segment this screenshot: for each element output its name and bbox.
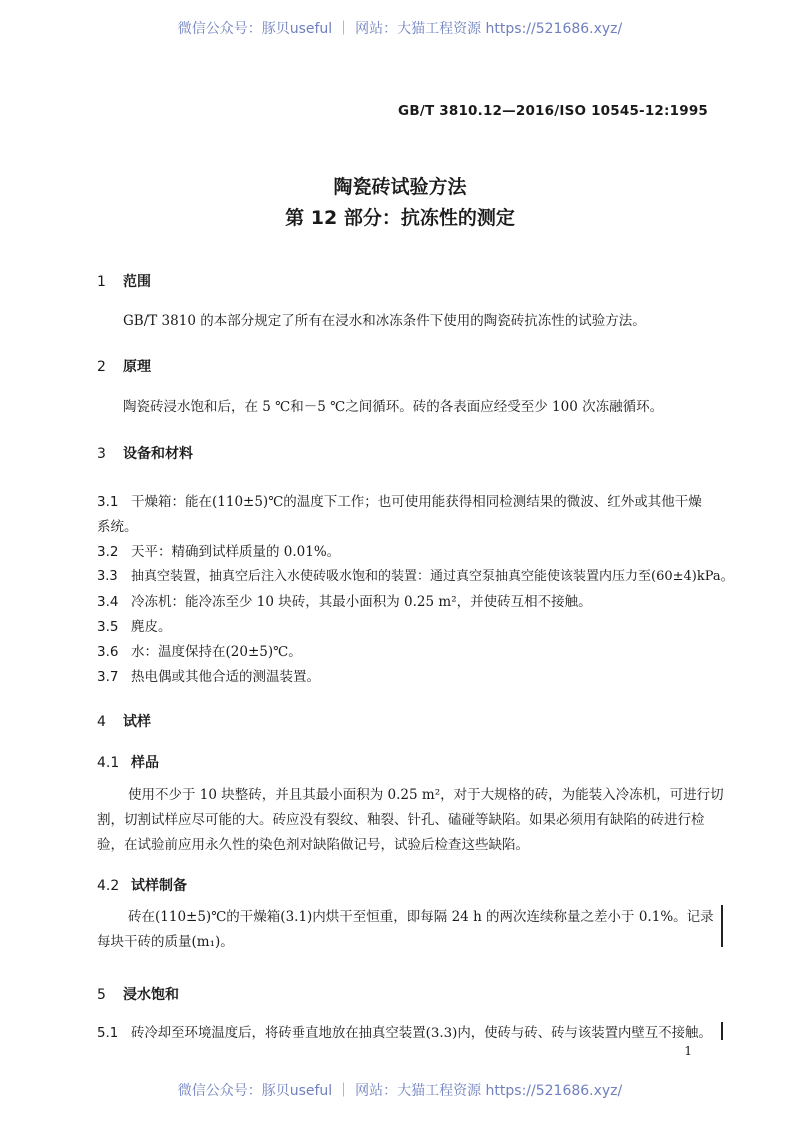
item-text: 干燥箱：能在(110±5)℃的温度下工作；也可使用能获得相同检测结果的微波、红外或其他干燥 [131,494,702,510]
item-number: 3.1 [97,494,119,510]
item-3-7 [97,665,320,685]
section-1-heading [97,271,151,291]
section-title: 原理 [123,359,151,375]
section-4-2-heading [97,875,187,895]
section-4-1-line2: 割，切割试样应尽可能的大。砖应没有裂纹、釉裂、针孔、磕碰等缺陷。如果必须用有缺陷的砖进行检 [97,812,705,828]
item-text: 天平：精确到试样质量的 0.01%。 [131,544,341,560]
section-number: 1 [97,274,106,290]
item-text: 砖冷却至环境温度后，将砖垂直地放在抽真空装置(3.3)内，使砖与砖、砖与该装置内壁互不接触。 [131,1026,712,1041]
revision-bar [721,905,723,947]
section-4-1-line1: 使用不少于 10 块整砖，并且其最小面积为 0.25 m²，对于大规格的砖，为能装入冷冻机，可进行切 [128,787,724,803]
doc-title-line1: 陶瓷砖试验方法 [333,176,467,198]
item-number: 3.3 [97,569,118,584]
section-number: 5 [97,987,106,1003]
item-text: 冷冻机：能冷冻至少 10 块砖，其最小面积为 0.25 m²，并使砖互相不接触。 [131,594,592,610]
section-title: 样品 [131,755,159,771]
section-4-2-line1: 砖在(110±5)℃的干燥箱(3.1)内烘干至恒重，即每隔 24 h 的两次连续称量之差小于 0.1%。记录 [128,909,714,925]
item-number: 3.2 [97,544,119,560]
watermark-bottom: 微信公众号：豚贝useful ｜ 网站：大猫工程资源 https://521686.xyz/ [177,1083,623,1099]
page-number: 1 [684,1044,692,1058]
section-title: 浸水饱和 [123,987,179,1003]
section-4-2-line2: 每块干砖的质量(m₁)。 [97,934,234,950]
section-4-1-heading [97,752,159,772]
section-number: 2 [97,359,106,375]
item-number: 3.4 [97,594,119,610]
item-3-1 [97,490,702,510]
item-5-1 [97,1022,712,1041]
standard-number: GB/T 3810.12—2016/ISO 10545-12:1995 [398,103,708,119]
item-3-1-cont: 系统。 [97,519,138,535]
section-title: 试样制备 [131,878,187,894]
section-4-heading [97,711,151,731]
section-title: 设备和材料 [123,446,193,462]
item-number: 3.5 [97,619,119,635]
section-5-heading [97,984,179,1004]
section-number: 3 [97,446,106,462]
item-3-2 [97,540,340,560]
section-3-heading [97,443,193,463]
item-number: 5.1 [97,1026,119,1041]
revision-bar [721,1022,723,1040]
item-3-6 [97,640,302,660]
item-3-3 [97,565,734,584]
section-4-1-line3: 验，在试验前应用永久性的染色剂对缺陷做记号，试验后检查这些缺陷。 [97,837,529,853]
doc-title-line2: 第 12 部分：抗冻性的测定 [285,207,515,229]
section-2-heading [97,356,151,376]
item-3-4 [97,590,592,610]
item-number: 3.6 [97,644,119,660]
section-number: 4 [97,714,106,730]
item-number: 3.7 [97,669,119,685]
section-title: 范围 [123,274,151,290]
item-text: 热电偶或其他合适的测温装置。 [131,669,320,685]
section-number: 4.2 [97,878,120,894]
section-number: 4.1 [97,755,120,771]
item-text: 水：温度保持在(20±5)℃。 [131,644,302,660]
section-1-text: GB/T 3810 的本部分规定了所有在浸水和冰冻条件下使用的陶瓷砖抗冻性的试验方法。 [123,313,646,329]
item-3-5 [97,615,172,635]
item-text: 麂皮。 [131,619,172,635]
section-2-text: 陶瓷砖浸水饱和后，在 5 ℃和－5 ℃之间循环。砖的各表面应经受至少 100 次冻融循环。 [123,399,664,415]
watermark-top: 微信公众号：豚贝useful ｜ 网站：大猫工程资源 https://521686.xyz/ [177,21,623,37]
section-title: 试样 [123,714,151,730]
item-text: 抽真空装置，抽真空后注入水使砖吸水饱和的装置：通过真空泵抽真空能使该装置内压力至(60±4)kPa。 [131,569,734,584]
